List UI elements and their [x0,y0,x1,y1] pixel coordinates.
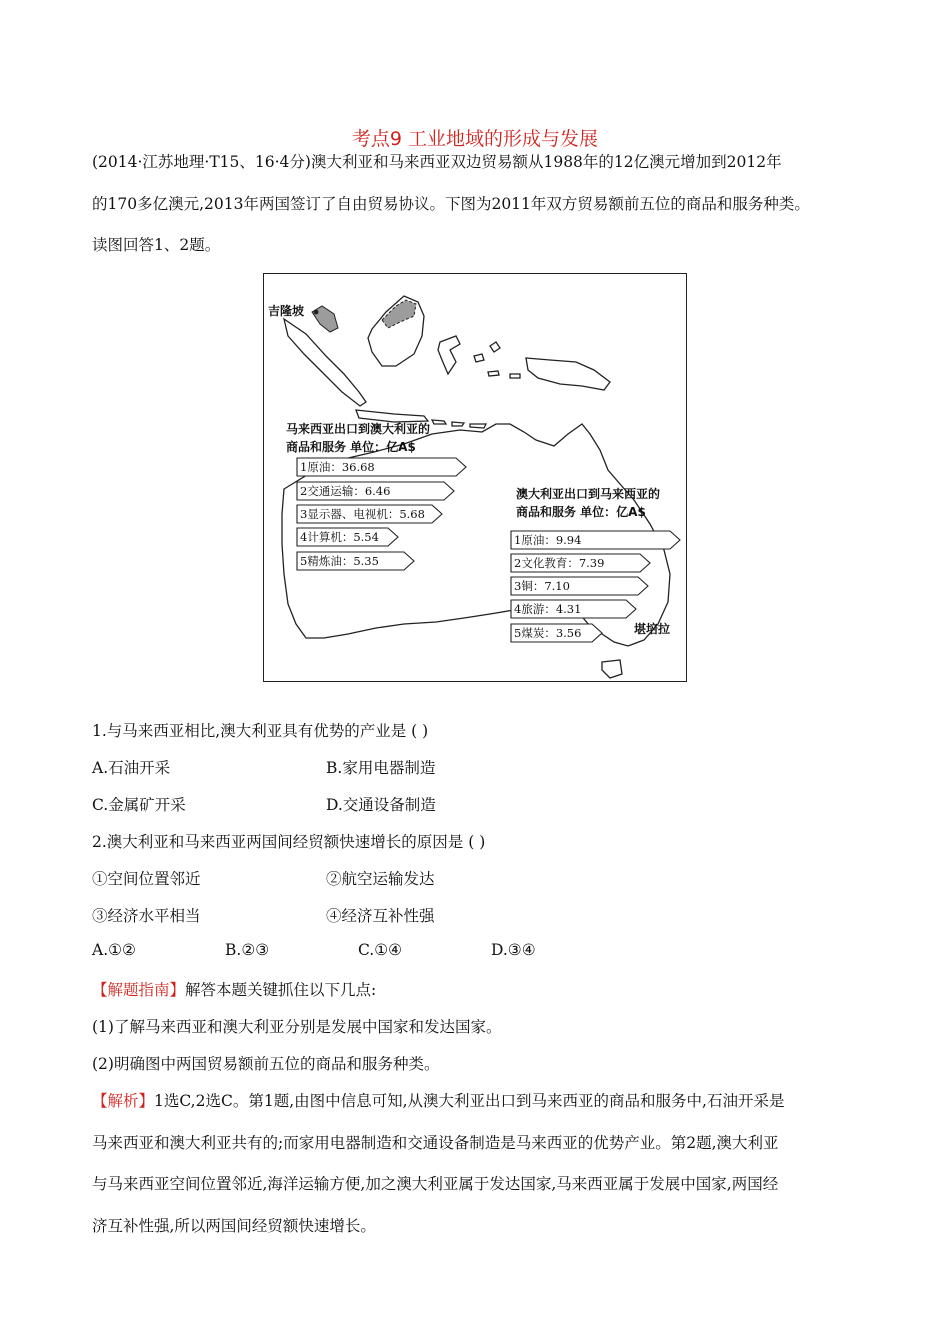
au-panel-heading-2: 商品和服务 单位：亿A$ [516,505,646,519]
intro-line-3: 读图回答1、2题。 [92,236,221,254]
q2-statement-4: ④经济互补性强 [326,907,435,925]
intro-line-1: (2014·江苏地理·T15、16·4分)澳大利亚和马来西亚双边贸易额从1988年的12亿澳元增加到2012年 [92,153,782,171]
guide-point-1: (1)了解马来西亚和澳大利亚分别是发展中国家和发达国家。 [92,1018,502,1036]
q2-option-d: D.③④ [491,941,536,959]
my-item-4: 4计算机：5.54 [300,530,379,544]
q2-option-a: A.①② [92,941,136,959]
au-item-4: 4旅游：4.31 [514,602,582,616]
guide-text: 解答本题关键抓住以下几点: [185,981,377,999]
my-item-1: 1原油：36.68 [300,460,375,474]
au-item-5: 5煤炭：3.56 [514,626,582,640]
page-title: 考点9 工业地域的形成与发展 [351,128,599,150]
guide-point-2: (2)明确图中两国贸易额前五位的商品和服务种类。 [92,1055,440,1073]
q1-option-a: A.石油开采 [92,759,171,777]
label-kuala-lumpur: 吉隆坡 [268,304,305,318]
q2-option-b: B.②③ [225,941,270,959]
analysis-line-3: 与马来西亚空间位置邻近,海洋运输方便,加之澳大利亚属于发达国家,马来西亚属于发展中国家,两国经 [92,1175,779,1193]
q1-option-b: B.家用电器制造 [326,759,436,777]
au-panel-heading-1: 澳大利亚出口到马来西亚的 [516,487,661,501]
analysis-line-4: 济互补性强,所以两国间经贸额快速增长。 [92,1217,376,1235]
q1-option-c: C.金属矿开采 [92,796,186,814]
analysis-tag: 【解析】 [92,1092,155,1110]
label-canberra: 堪培拉 [634,622,671,636]
au-item-2: 2文化教育：7.39 [514,556,605,570]
my-item-3: 3显示器、电视机：5.68 [300,507,425,521]
my-panel-heading-1: 马来西亚出口到澳大利亚的 [286,422,431,436]
trade-map-figure [263,273,687,682]
kuala-lumpur-marker [314,310,319,315]
au-item-1: 1原油：9.94 [514,533,582,547]
q2-option-c: C.①④ [358,941,403,959]
au-item-3: 3铜：7.10 [514,579,570,593]
q2-statement-3: ③经济水平相当 [92,907,201,925]
my-item-2: 2交通运输：6.46 [300,484,391,498]
analysis-line-1 [92,1089,784,1111]
q2-statement-1: ①空间位置邻近 [92,870,201,888]
q1-stem: 1.与马来西亚相比,澳大利亚具有优势的产业是 ( ) [92,722,429,740]
my-panel-heading-2: 商品和服务 单位：亿A$ [286,440,416,454]
my-item-5: 5精炼油：5.35 [300,554,379,568]
q2-statement-2: ②航空运输发达 [326,870,435,888]
q1-option-d: D.交通设备制造 [326,796,436,814]
q2-stem: 2.澳大利亚和马来西亚两国间经贸额快速增长的原因是 ( ) [92,833,486,851]
guide-tag: 【解题指南】 [92,981,186,999]
analysis-text-1: 1选C,2选C。第1题,由图中信息可知,从澳大利亚出口到马来西亚的商品和服务中,石油开采是 [154,1092,785,1110]
intro-line-2: 的170多亿澳元,2013年两国签订了自由贸易协议。下图为2011年双方贸易额前五位的商品和服务种类。 [92,195,810,213]
guide-line [92,978,376,1000]
analysis-line-2: 马来西亚和澳大利亚共有的;而家用电器制造和交通设备制造是马来西亚的优势产业。第2题,澳大利亚 [92,1134,779,1152]
